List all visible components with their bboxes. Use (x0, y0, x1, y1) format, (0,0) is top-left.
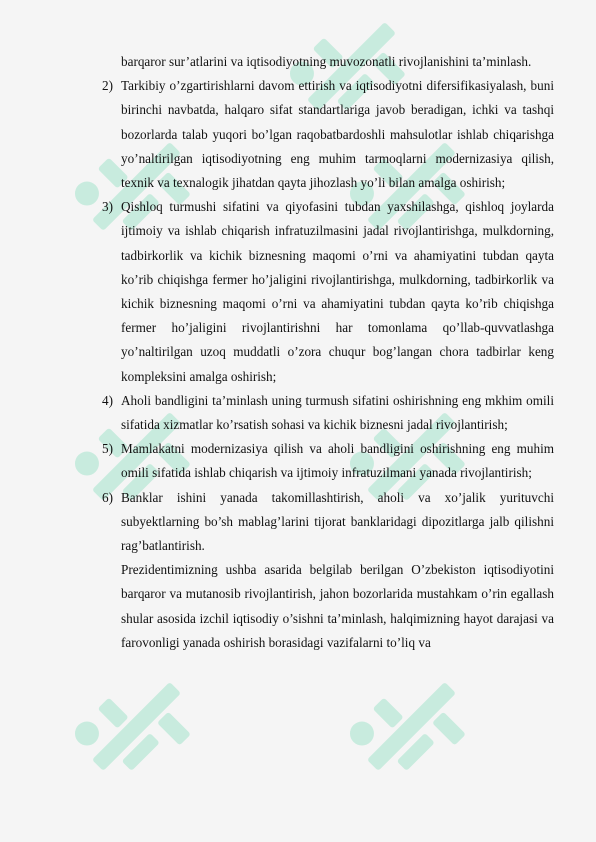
list-item-text: Tarkibiy o’zgartirishlarni davom ettirish va iqtisodiyotni difersifikasiyalash, buni birinchi navbatda, halqaro sifat standartlariga javob beradigan, ichki va tashqi bozorlarda talab yuqori bo’lgan raqobatbardoshli mahsulotlar ishlab chiqarishga yo’naltirilgan iqtisodiyotning eng muhim tarmoqlarni modernizasiya qilish, texnik va texnalogik jihatdan qayta jihozlash yo’li bilan amalga oshirish; (121, 78, 554, 191)
document-body (102, 50, 554, 655)
list-item (102, 74, 554, 195)
list-item-number: 2) (102, 78, 113, 94)
list-item (102, 389, 554, 437)
list-item-text: Qishloq turmushi sifatini va qiyofasini tubdan yaxshilashga, qishloq joylarda ijtimoiy va ishlab chiqarish infratuzilmasini jadal rivojlantirishga, mulkdorning, tadbirkorlik va kichik biznesning maqomi o’rni va ahamiyatini tubdan qayta ko’rib chiqishga fermer ho’jaligini rivojlantirishga, mulkdorning, tadbirkorlik va kichik biznesning maqomi o’rni va ahamiyatini tubdan qayta ko’rib chiqishga fermer ho’jaligini rivojlantirishni har tomonlama qo’llab-quvvatlashga yo’naltirilgan uzoq muddatli o’zora chuqur bog’langan chora tadbirlar keng kompleksini amalga oshirish; (121, 199, 554, 384)
list-item-number: 3) (102, 199, 113, 215)
list-item-text: Mamlakatni modernizasiya qilish va aholi bandligini oshirishning eng muhim omili sifatida ishlab chiqarish va ijtimoiy infratuzilmani yanada rivojlantirish; (121, 441, 554, 481)
list-item-text: Banklar ishini yanada takomillashtirish, aholi va xo’jalik yurituvchi subyektlarning bo’sh mablag’larini tijorat banklaridagi dipozitlarga jalb qilishni rag’batlantirish. (121, 489, 554, 554)
list-item-number: 6) (102, 489, 113, 505)
list-item-number: 4) (102, 392, 113, 408)
list-item-number: 5) (102, 441, 113, 457)
list-item-text: Aholi bandligini ta’minlash uning turmush sifatini oshirishning eng mkhim omili sifatida xizmatlar ko’rsatish sohasi va kichik biznesni jadal rivojlantirish; (121, 392, 554, 433)
closing-paragraph: Prezidentimizning ushba asarida belgilab berilgan O’zbekiston iqtisodiyotini barqaror va mutanosib rivojlantirish, jahon bozorlarida mustahkam o’rin egallash shular asosida izchil iqtisodiy o’sishni ta’minlash, halqimizning hayot darajasi va farovonligi yanada oshirish borasidagi vazifalarni to’liq va (121, 562, 554, 650)
list-item (102, 437, 554, 485)
list-item (102, 195, 554, 389)
continuation-paragraph: barqaror sur’atlarini va iqtisodiyotning muvozonatli rivojlanishini ta’minlash. (121, 54, 532, 69)
list-item (102, 486, 554, 559)
watermark-logo-icon (65, 655, 215, 805)
watermark-logo-icon (340, 655, 490, 805)
